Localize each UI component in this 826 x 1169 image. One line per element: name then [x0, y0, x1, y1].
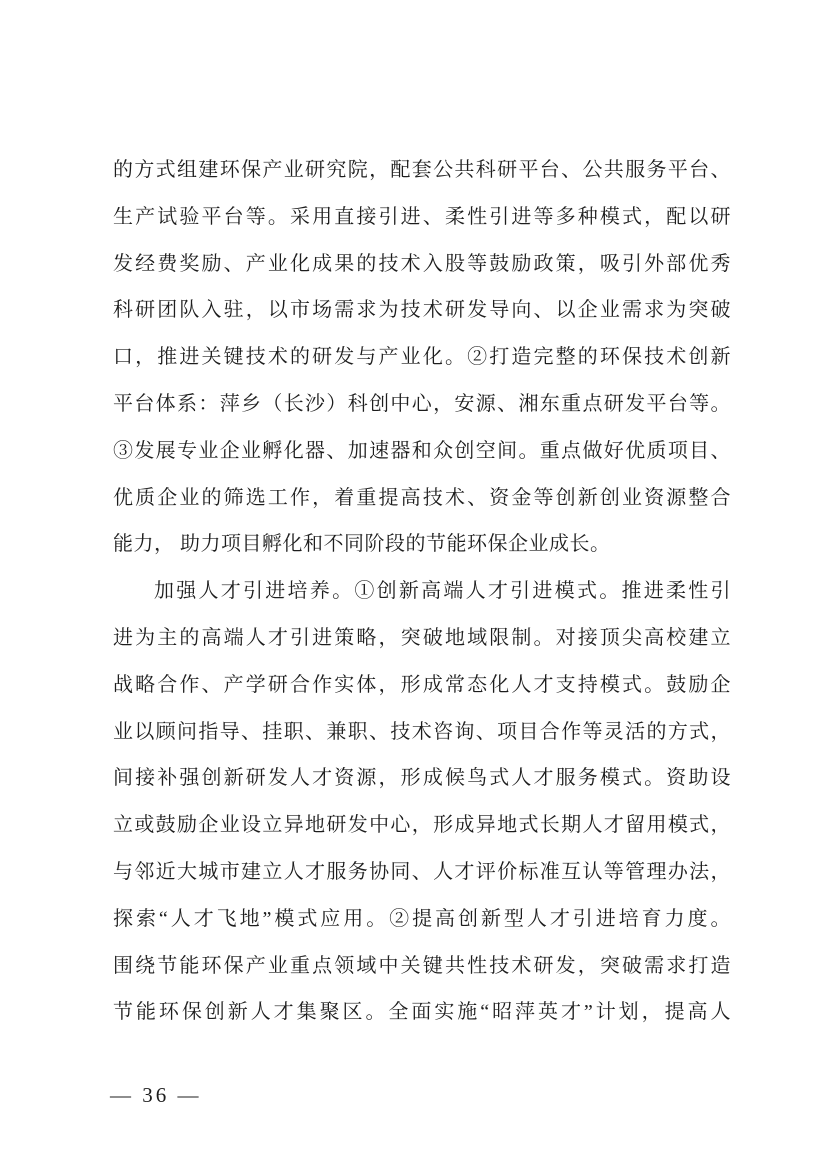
- text-line: 发经费奖励、产业化成果的技术入股等鼓励政策，吸引外部优秀: [113, 252, 731, 275]
- text-line: 能力， 助力项目孵化和不同阶段的节能环保企业成长。: [113, 533, 611, 556]
- text-line: 间接补强创新研发人才资源，形成候鸟式人才服务模式。资助设: [113, 767, 731, 790]
- text-line: 平台体系：萍乡（长沙）科创中心，安源、湘东重点研发平台等。: [113, 392, 731, 415]
- page-number: — 36 —: [110, 1083, 202, 1107]
- text-line: 生产试验平台等。采用直接引进、柔性引进等多种模式，配以研: [113, 205, 731, 228]
- text-line: 口，推进关键技术的研发与产业化。②打造完整的环保技术创新: [113, 346, 731, 369]
- text-line: 战略合作、产学研合作实体，形成常态化人才支持模式。鼓励企: [113, 673, 731, 696]
- text-line: 节能环保创新人才集聚区。全面实施“昭萍英才”计划，提高人: [113, 1001, 731, 1024]
- text-line: 立或鼓励企业设立异地研发中心，形成异地式长期人才留用模式，: [113, 814, 731, 837]
- text-line: 的方式组建环保产业研究院，配套公共科研平台、公共服务平台、: [113, 159, 731, 181]
- text-line: 优质企业的筛选工作，着重提高技术、资金等创新创业资源整合: [113, 486, 731, 509]
- text-line: 进为主的高端人才引进策略，突破地域限制。对接顶尖高校建立: [113, 626, 731, 649]
- text-line: 业以顾问指导、挂职、兼职、技术咨询、项目合作等灵活的方式，: [113, 720, 731, 743]
- text-line: ③发展专业企业孵化器、加速器和众创空间。重点做好优质项目、: [113, 439, 731, 462]
- text-line: 探索“人才飞地”模式应用。②提高创新型人才引进培育力度。: [113, 907, 731, 930]
- text-line: 围绕节能环保产业重点领域中关键共性技术研发，突破需求打造: [113, 954, 731, 977]
- text-line: 加强人才引进培养。①创新高端人才引进模式。推进柔性引: [154, 580, 731, 603]
- text-line: 科研团队入驻，以市场需求为技术研发导向、以企业需求为突破: [113, 299, 731, 322]
- text-line: 与邻近大城市建立人才服务协同、人才评价标准互认等管理办法，: [113, 860, 731, 883]
- body-text: [113, 147, 731, 1036]
